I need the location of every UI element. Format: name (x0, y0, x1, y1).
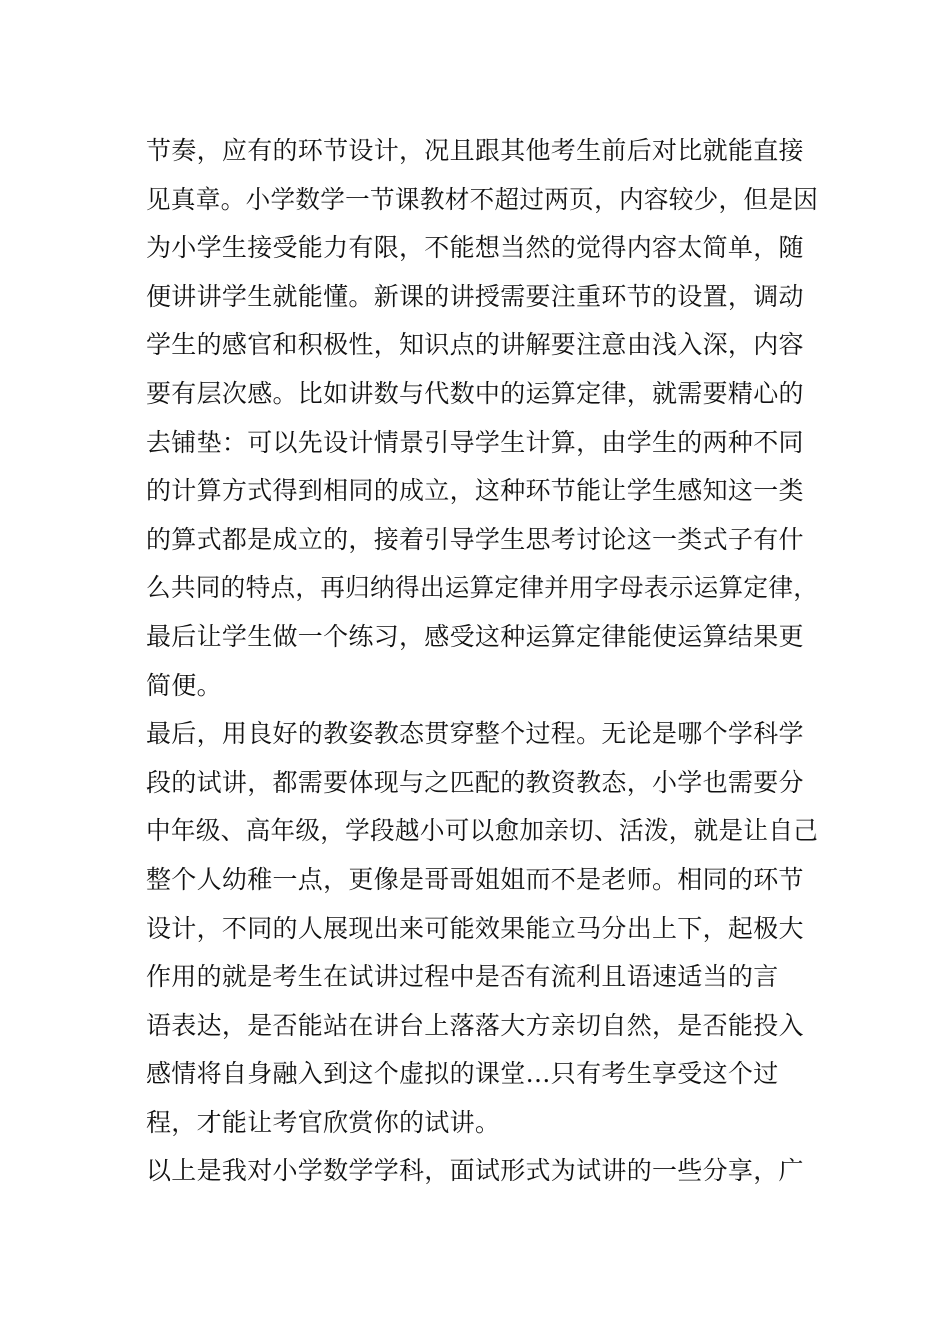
text-line: 程，才能让考官欣赏你的试讲。 (146, 1107, 501, 1137)
text-line: 么共同的特点，再归纳得出运算定律并用字母表示运算定律， (146, 573, 819, 603)
text-line: 整个人幼稚一点，更像是哥哥姐姐而不是老师。相同的环节 (146, 864, 804, 894)
text-line: 便讲讲学生就能懂。新课的讲授需要注重环节的设置，调动 (146, 281, 804, 311)
paragraph-teaching-demeanor (146, 710, 818, 1147)
text-line: 学生的感官和积极性，知识点的讲解要注意由浅入深，内容 (146, 330, 804, 360)
text-line: 去铺垫：可以先设计情景引导学生计算，由学生的两种不同 (146, 427, 804, 457)
text-line: 为小学生接受能力有限，不能想当然的觉得内容太简单，随 (146, 233, 804, 263)
text-line: 的算式都是成立的，接着引导学生思考讨论这一类式子有什 (146, 524, 804, 554)
text-line: 中年级、高年级，学段越小可以愈加亲切、活泼，就是让自己 (146, 816, 819, 846)
document-page (146, 127, 818, 1196)
text-line: 最后，用良好的教姿教态贯穿整个过程。无论是哪个学科学 (146, 719, 804, 749)
text-line: 设计，不同的人展现出来可能效果能立马分出上下，起极大 (146, 913, 804, 943)
text-line: 作用的就是考生在试讲过程中是否有流利且语速适当的言 (146, 962, 779, 992)
paragraph-conclusion (146, 1147, 818, 1196)
text-line: 节奏，应有的环节设计，况且跟其他考生前后对比就能直接 (146, 136, 804, 165)
text-line: 的计算方式得到相同的成立，这种环节能让学生感知这一类 (146, 476, 804, 506)
text-line: 语表达，是否能站在讲台上落落大方亲切自然，是否能投入 (146, 1010, 804, 1040)
paragraph-lesson-design (146, 127, 818, 710)
text-line: 简便。 (146, 670, 222, 700)
text-line: 最后让学生做一个练习，感受这种运算定律能使运算结果更 (146, 621, 804, 651)
text-line: 以上是我对小学数学学科，面试形式为试讲的一些分享，广 (146, 1156, 804, 1186)
text-line: 段的试讲，都需要体现与之匹配的教资教态，小学也需要分 (146, 767, 804, 797)
text-line: 感情将自身融入到这个虚拟的课堂…只有考生享受这个过 (146, 1059, 779, 1089)
text-line: 要有层次感。比如讲数与代数中的运算定律，就需要精心的 (146, 378, 804, 408)
text-line: 见真章。小学数学一节课教材不超过两页，内容较少，但是因 (146, 184, 819, 214)
